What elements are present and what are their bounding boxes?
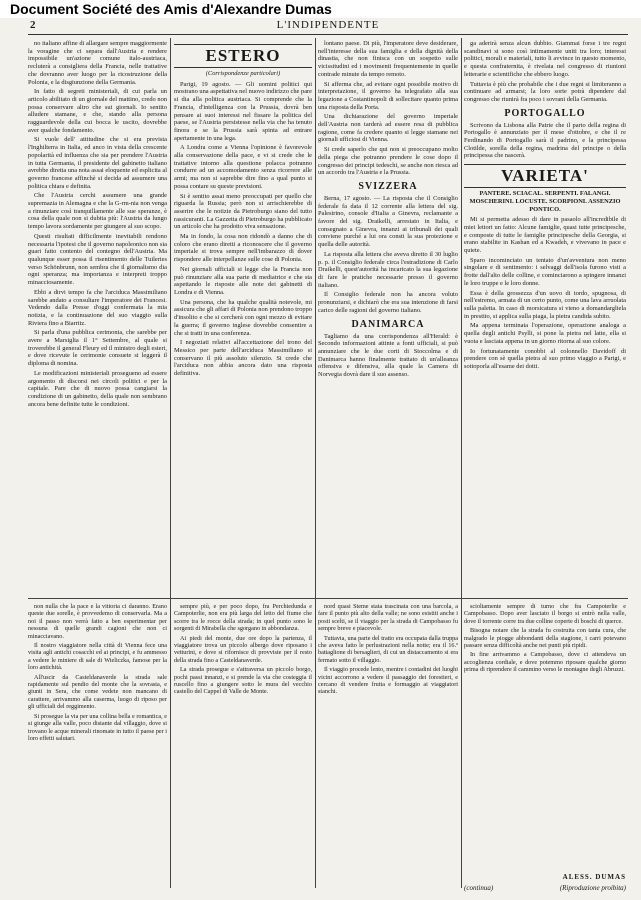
- paragraph: All'uscir da Casteldanaverde la strada sale rapidamente sul pendio del monte che la sovrasta, e giunti in Sera, che come vedete non mancano di carattere, arrivammo alla caserma, luogo di riposo per gli ufficiali del reggimento.: [28, 673, 167, 711]
- paragraph: Tuttavia, una parte del tratto era occupata dalla truppa che aveva fatto le perlustrazioni nella notte; era il 16.º battaglione di bersaglieri, di cui un distaccamento si era fermato sotto il villaggio.: [318, 634, 458, 664]
- paragraph: Berna, 17 agosto. — La risposta che il Consiglio federale fa data il 12 corrente alla lettera del sig. Palestrino, console d'Italia a Ginevra, reclamante a favore del sig. Draikelli, arrestato in Italia, e consegnato a Ginevra, innanzi ai tribunali dei quali conviene purché a lui ora consti la sua protezione e quella delle autorità.: [318, 194, 458, 249]
- column-divider: [315, 38, 316, 888]
- column-1: [28, 40, 167, 596]
- paragraph: Una dichiarazione del governo imperiale dell'Austria non tarderà ad essere resa di pubblica ragione, come fa credere quanto si legge stamane nei giornali ufficiosi di Vienna.: [318, 113, 458, 144]
- paragraph: Una persona, che ha qualche qualità notevole, mi assicura che gli affari di Polonia non prendono troppo d'insolito e che si cercherà con ogni mezzo di evitare la guerra; il governo inglese dovrebbe consentire a che si tratti in una conferenza.: [174, 298, 312, 337]
- paragraph: Questi risultati difficilmente inevitabili rendono necessaria l'ipotesi che il governo napoleonico non sia guari fatto contento del contegno dell'Austria. Ma qualunque esser possa il risentimento delle Tuileries verso Schönbrunn, non sembra che il giornalismo dia ogni speranza; ma importanza e interpreti troppo minacciosamente.: [28, 232, 167, 287]
- feuilleton-column-3: [318, 603, 458, 881]
- column-divider: [461, 38, 462, 888]
- paragraph: Ebbi a dirvi tempo fa che l'arciduca Massimiliano sarebbe andato a consultare l'imperatore dei Francesi. Vedendo dalla Presse d'oggi confermata la mia notizia, e la continuazione del suo viaggio sulla Riviera fino a Biarritz.: [28, 288, 167, 327]
- section-heading-varieta: VARIETA': [464, 164, 626, 188]
- paragraph: La strada prosegue e s'attraversa un piccolo borgo, pochi passi innanzi, e si prende la via che costeggia il ruscello fino a giungere sotto le mura del vecchio castello del Cappel di Valle de Monte.: [174, 666, 312, 696]
- reproduction-note: (Riproduzione proibita): [559, 884, 626, 892]
- paragraph: scioltamente sempre di turno che fra Campoterlie e Campobasso. Dopo aver lasciato il borgo si entrò nella valle, dove il torrente corre tra due colline coperte di boschi di querce.: [464, 603, 626, 625]
- paragraph: nord quasi Steme stata trascinata con una barcola, a fare il punto più alto della valle; ne sono esistiti anche i posti scelti, se il viaggio per la strada di Campobasso fu sempre breve e piacevole.: [318, 603, 458, 633]
- author-signature: ALESS. DUMAS: [562, 873, 626, 881]
- paragraph: non nulla che la pace e la vittoria ci daranno. Erano queste due sorelle, è provvedemo di conservarla. Ma a noi il passo non verrà fatto a ben esperimentar per nessuna di quelle grandi cagioni che non ci minacciavano.: [28, 603, 167, 640]
- page-number: 2: [30, 19, 36, 31]
- column-3: [318, 40, 458, 596]
- paragraph: Tuttavia è più che probabile che i due regni si limiteranno a continuare ad armarsi; la loro sorte potrà dipendere dal congresso che riunirà fra poco i sovrani della Germania.: [464, 80, 626, 103]
- paragraph: Scrivono da Lisbona alla Patrie che il parto della regina di Portogallo è annunziato per il mese d'ottobre, e che il re Ferdinando di Portogallo sarà il padrino, e la principessa Clotilde, sorella della regina, madrina del principe o della principessa che nascerà.: [464, 121, 626, 160]
- newspaper-title: L'INDIPENDENTE: [276, 19, 380, 31]
- varieta-subheading: PANTERE. SCIACAL. SERPENTI. FALANGI. MOSCHERINI. LOCUSTE. SCORPIONI. ASSENZIO PONTICO.: [469, 190, 621, 213]
- continua-note: (continua): [464, 884, 494, 892]
- paragraph: sempre più, e per poco dopo, fra Perchiedunda e Campoterlie, non era più larga del letto del fiume che scorre tra le rocce della strada; in quel punto sono le sorgenti di Mirabella che sgorgano in abbondanza.: [174, 603, 312, 633]
- paragraph: Parigi, 19 agosto. — Gli uomini politici qui mostrano una aspettativa nel nuovo indirizzo che pare si dia alla politica austriaca. Si comprende che la Francia, d'intelligenza con la Prussia, dovrà ben pensare ai suoi interessi nel fissare la politica del paese, se l'Austria persistesse nella via che ha tenuto finora e se la Prussia sarà spinta ad entrare apertamente in una lega.: [174, 80, 312, 142]
- section-subheading: (Corrispondenze particolari): [205, 70, 281, 77]
- paragraph: Si parla d'una pubblica cerimonia, che sarebbe per avere a Marsiglia il 1° Settembre, al quale si troverebbe il general Fleury ed il ministro degli esteri, e dove ricevute le cerimonie consuete si leggerà il diploma di nomina.: [28, 329, 167, 368]
- paragraph: Si afferma che, ad evitare ogni possibile motivo di interpretazione, il governo ha telegrafato alla sua legazione a Costantinopoli di sollecitare quanto prima una risposta della Porta.: [318, 80, 458, 111]
- paragraph: Il viaggio procede lento, mentre i contadini dei luoghi vicini accorrono a vedere il passaggio dei forestieri, e cercano di vendere frutta e formaggio ai viaggiatori stanchi.: [318, 666, 458, 696]
- feuilleton-divider: [28, 598, 628, 599]
- masthead: [28, 18, 628, 35]
- paragraph: Nei giornali ufficiali si legge che la Francia non può rinunziare alla sua parte di mediatrice e che sta aspettando le risposte alle note dei gabinetti di Londra e di Vienna.: [174, 265, 312, 296]
- section-heading-portogallo: PORTOGALLO: [504, 107, 586, 119]
- paragraph: Che l'Austria cerchi assumere una grande supremazia in Alemagna e che la G-rm-nia non venga a rinunziare così tranquillamente alle sue speranze, è cosa della quale non si dubita più: l'Austria da lungo tempo lavora sordamente per giungere al suo scopo.: [28, 192, 167, 231]
- paragraph: Ma in fondo, la cosa non ridondò a danno che di coloro che erano diretti a riconoscere che il governo imperiale si trova sempre nell'imbarazzo di dover rispondere alle interpellanze sulle cose di Polonia.: [174, 233, 312, 264]
- paragraph: ga aderirà senza alcun dubbio. Giammai forse i tre regni scandinavi si sono così intimamente uniti tra loro; interessi politici, morali e materiali, tutto li avvince in questo momento, e questa confraternita, è rivelata nel congresso di riunioni letterarie e scientifiche che ebbero luogo.: [464, 40, 626, 78]
- paragraph: Io fortunatamente conobbi al colonnello Davidoff di prendere con sè quella pietra al suo primo viaggio a Parigi, e sottoporla all'esame dei dotti.: [464, 347, 626, 370]
- paragraph: no italiano affine di allargare sempre maggiormente la voragine che ci separa dall'Austria e rendere impossibile un'azione comune italo-austriaca, recluterà a consigliera della Francia, nelle trattative che dovranno aver luogo per la ricostruzione della Polonia, e la disgiunzione della Germania.: [28, 40, 167, 86]
- section-heading-estero: ESTERO: [174, 44, 312, 68]
- paragraph: Tagliamo da una corrispondenza all'Herald: è Secondo informazioni attinte a fonti ufficiali, si può annunziare che le due corti di Stoccolma e di Danimarca hanno finalmente trattato di un'alleanza offensiva e difensiva, alla quale la Camera di Norvegia dovrà dare il suo assenso.: [318, 332, 458, 379]
- paragraph: Il Consiglio federale non ha ancora voluto pronunziarsi, e dichiarò che era sua intenzione di farsi carico delle ragioni del governo italiano.: [318, 291, 458, 314]
- paragraph: A Londra come a Vienna l'opinione è favorevole alla conservazione della pace, e vi si crede che le trattative intorno alla questione polacca potranno condurre ad un accomodamento senza ricorrere alle armi; ma non si saprebbe dire fino a qual punto si possa contare su queste previsioni.: [174, 144, 312, 190]
- feuilleton-column-1: [28, 603, 167, 881]
- column-divider: [170, 38, 171, 888]
- paragraph: Si prosegue la via per una collina bella e romantica, e si giunge alla valle, poco distante dal villaggio, dove si trovano le acque minerali rinomate in tutto il paese per i loro effetti salutari.: [28, 712, 167, 742]
- paragraph: Mi si permetta adesso di dare in pasaolo all'incredibile di miei lettori un fatto: Alcune famiglie, quasi tutte principesche, e composte di tutte le famiglie principesche della Georgia, si erano stabilite in Kashan ed a Kwadeh, e vivevano in pace e quiete.: [464, 216, 626, 255]
- document-banner: Document Société des Amis d'Alexandre Dumas: [0, 0, 641, 18]
- paragraph: Si vuole dell' attitudine che si era prevista l'Inghilterra in Italia, ed anco in vista della crescente popolarità ed influenza che sia per prendere l'Austria in tutta Germania, il presidente del gabinetto italiano avrebbe diretta una nota assai eloquente ed esplicita al governo francese affinchè si decida ad assumere una politica chiara e definita.: [28, 136, 167, 190]
- paragraph: Essa è della grossezza d'un uovo di tordo, spugnosa, di nell'estremo, armata di un certo punto, come una lava arruolata sulla paletta. In caso di morsicatura si vieno a domandargliela in prestito, si applica sulla piaga, la pietra candida subito.: [464, 289, 626, 320]
- paragraph: lontano paese. Di più, l'imperatore deve desiderare, nell'interesse della sua famiglia e della dignità della dinastia, che non finisca con un sospetto sulle vicissitudini ed i movimenti frequentemente in quelle contrade minute da tempo remoto.: [318, 40, 458, 78]
- paragraph: I negoziati relativi all'accettazione del trono del Messico per parte dell'arciduca Massimiliano si conservano il più assoluto silenzio. Si crede che l'arciduca non abbia ancora dato una risposta definitiva.: [174, 339, 312, 378]
- paragraph: Si è sentito assai meno preoccupati per quello che riguarda la Russia; però non si arrischierebbe di asserire che le notizie da Pietroburgo siano del tutto rassicuranti. La Gazzetta di Pietroburgo ha pubblicato un articolo che ha prodotto viva sensazione.: [174, 192, 312, 231]
- feuilleton-column-2: [174, 603, 312, 881]
- section-heading-danimarca: DANIMARCA: [351, 318, 425, 330]
- paragraph: Le modificazioni ministeriali prosegueno ad essere argomento di discorsi nei circoli politici e per la capitale. Pare che di nuovo possa cangiarsi la condizione di un gabinetto, della quale non sembrano ancora bene definite tutte le condizioni.: [28, 369, 167, 408]
- paragraph: In fatto di segreti ministeriali, di cui parla un articolo abilitato di un giornale del mattino, credo non possa conservare altro che sui giornali. Io sentito alludere stamane, e che, stando alla persona ragguardevole della cui bocca le uscito, dovrebbe aver qualche fondamento.: [28, 88, 167, 134]
- paragraph: Ma appena terminata l'operazione, operazione analoga a quella degli antichi Psylli, si pone la pietra nel latte, ella si vuota e lasciata appena in un giorno ritorna al suo colore.: [464, 322, 626, 345]
- paragraph: Sparo incominciato un tentato d'un'avventura non meno singolare e di sentimento: i selvaggi dell'isola furono visti a frotte dall'alto delle colline, e cominciarono a spingere innanzi le loro truppe e le loro donne.: [464, 256, 626, 287]
- section-heading-svizzera: SVIZZERA: [358, 180, 418, 192]
- paragraph: Si crede saperlo che qui non si preoccupano molto della piega che potranno prendere le cose dopo il congresso dei principi tedeschi, se anche non riesca ad un accordo tra l'Austria e la Prussia.: [318, 146, 458, 177]
- paragraph: Il nostro viaggiatore nella città di Vienna fece una visita agli antichi cosacchi ed ai principi, e fu ammesso a vedere le miniere di sale di Wieliczka, famose per la loro antichità.: [28, 642, 167, 672]
- paragraph: In fine arrivammo a Campobasso, dove ci attendeva un accoglienza cordiale, e dove potemmo riposare qualche giorno prima di riprendere il cammino verso le montagne degli Abruzzi.: [464, 651, 626, 674]
- feuilleton-column-4: [464, 603, 626, 869]
- column-2: [174, 40, 312, 596]
- paragraph: La risposta alla lettera che aveva diretto il 30 luglio p. p. il Consiglio federale circa l'estradizione di Carlo Draikelli, quest'autorità ha incaricato la sua legazione di fare le pratiche necessarie presso il governo italiano.: [318, 250, 458, 289]
- paragraph: Bisogna notare che la strada fu costruita con tanta cura, che malgrado le piogge abbondanti della stagione, i carri potevano passare senza difficoltà anche nei punti più ripidi.: [464, 627, 626, 650]
- column-4: [464, 40, 626, 596]
- paragraph: Ai piedi del monte, due ore dopo la partenza, il viaggiatore trova un piccolo albergo dove riposano i vetturini, e dove si rifornisce di provviste per il resto della strada fino a Casteldanaverde.: [174, 634, 312, 664]
